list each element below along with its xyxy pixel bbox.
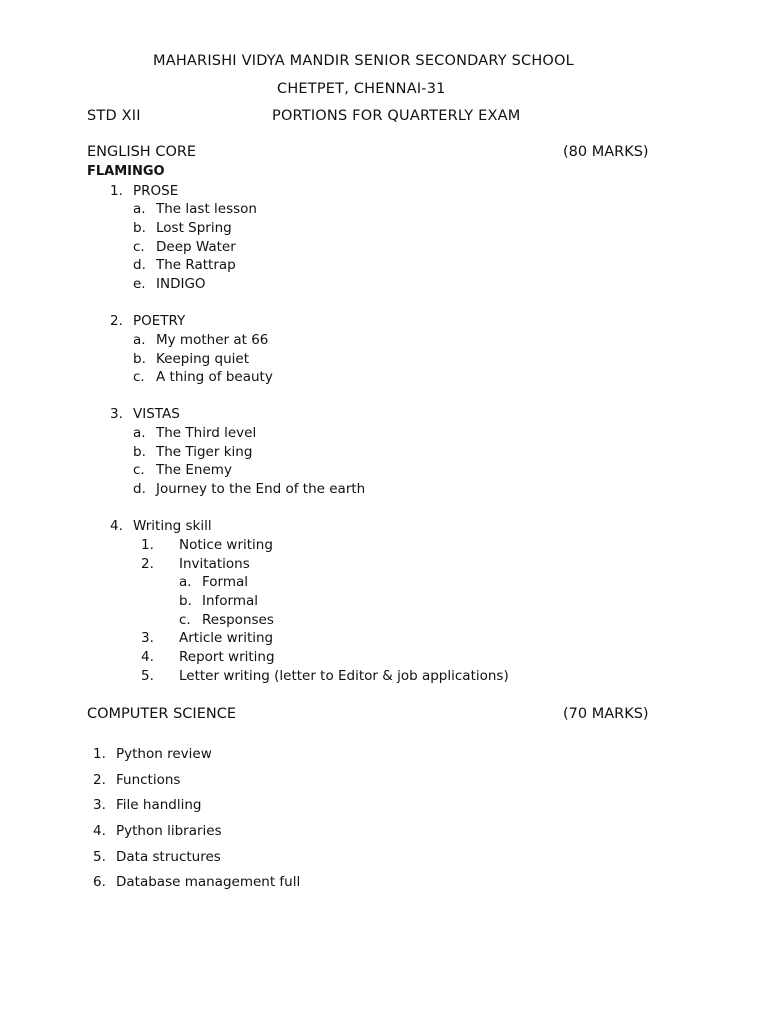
- list-item: Data structures: [116, 849, 221, 865]
- poetry-label: POETRY: [133, 313, 186, 329]
- list-item: File handling: [116, 797, 202, 813]
- list-marker: 2.: [93, 772, 106, 788]
- list-marker: c.: [133, 369, 145, 385]
- list-item: The last lesson: [156, 201, 257, 217]
- list-item: My mother at 66: [156, 332, 269, 348]
- list-item: A thing of beauty: [156, 369, 273, 385]
- list-marker: 4.: [141, 649, 154, 665]
- list-marker: c.: [133, 239, 145, 255]
- list-marker: d.: [133, 481, 146, 497]
- english-heading: ENGLISH CORE: [87, 144, 197, 160]
- list-item: Python review: [116, 746, 212, 762]
- list-marker: 1.: [93, 746, 106, 762]
- list-marker: a.: [133, 332, 146, 348]
- list-item: Keeping quiet: [156, 351, 250, 367]
- list-marker: 3.: [93, 797, 106, 813]
- vistas-label: VISTAS: [133, 406, 180, 422]
- writing-label: Writing skill: [133, 518, 212, 534]
- list-item: Informal: [202, 593, 259, 609]
- list-item: Invitations: [179, 556, 250, 572]
- list-marker: b.: [133, 444, 146, 460]
- list-item: Deep Water: [156, 239, 236, 255]
- school-address: CHETPET, CHENNAI-31: [277, 81, 446, 97]
- poetry-number: 2.: [110, 313, 123, 329]
- vistas-number: 3.: [110, 406, 123, 422]
- list-marker: a.: [133, 425, 146, 441]
- list-item: Python libraries: [116, 823, 222, 839]
- list-marker: 6.: [93, 874, 106, 890]
- cs-marks: (70 MARKS): [563, 706, 649, 722]
- list-marker: b.: [179, 593, 192, 609]
- list-item: Journey to the End of the earth: [156, 481, 366, 497]
- list-item: Article writing: [179, 630, 274, 646]
- list-item: Letter writing (letter to Editor & job applications): [179, 668, 509, 684]
- list-marker: c.: [179, 612, 191, 628]
- writing-number: 4.: [110, 518, 123, 534]
- class-label: STD XII: [87, 108, 141, 124]
- list-marker: d.: [133, 257, 146, 273]
- list-marker: 2.: [141, 556, 154, 572]
- list-marker: 4.: [93, 823, 106, 839]
- school-name: MAHARISHI VIDYA MANDIR SENIOR SECONDARY SCHOOL: [153, 53, 574, 69]
- list-item: The Tiger king: [156, 444, 253, 460]
- list-item: The Third level: [156, 425, 257, 441]
- list-marker: 5.: [141, 668, 154, 684]
- list-marker: b.: [133, 220, 146, 236]
- page-title: PORTIONS FOR QUARTERLY EXAM: [272, 108, 521, 124]
- list-item: Lost Spring: [156, 220, 232, 236]
- book-title: FLAMINGO: [87, 164, 165, 179]
- list-item: Formal: [202, 574, 249, 590]
- list-marker: e.: [133, 276, 146, 292]
- prose-label: PROSE: [133, 183, 179, 199]
- list-marker: a.: [133, 201, 146, 217]
- list-item: INDIGO: [156, 276, 206, 292]
- cs-heading: COMPUTER SCIENCE: [87, 706, 237, 722]
- list-marker: c.: [133, 462, 145, 478]
- list-item: Database management full: [116, 874, 301, 890]
- list-marker: b.: [133, 351, 146, 367]
- list-marker: 3.: [141, 630, 154, 646]
- list-marker: 1.: [141, 537, 154, 553]
- list-item: Functions: [116, 772, 181, 788]
- list-marker: 5.: [93, 849, 106, 865]
- english-marks: (80 MARKS): [563, 144, 649, 160]
- list-marker: a.: [179, 574, 192, 590]
- list-item: The Enemy: [156, 462, 232, 478]
- list-item: Responses: [202, 612, 274, 628]
- list-item: Notice writing: [179, 537, 273, 553]
- list-item: Report writing: [179, 649, 275, 665]
- list-item: The Rattrap: [156, 257, 236, 273]
- prose-number: 1.: [110, 183, 123, 199]
